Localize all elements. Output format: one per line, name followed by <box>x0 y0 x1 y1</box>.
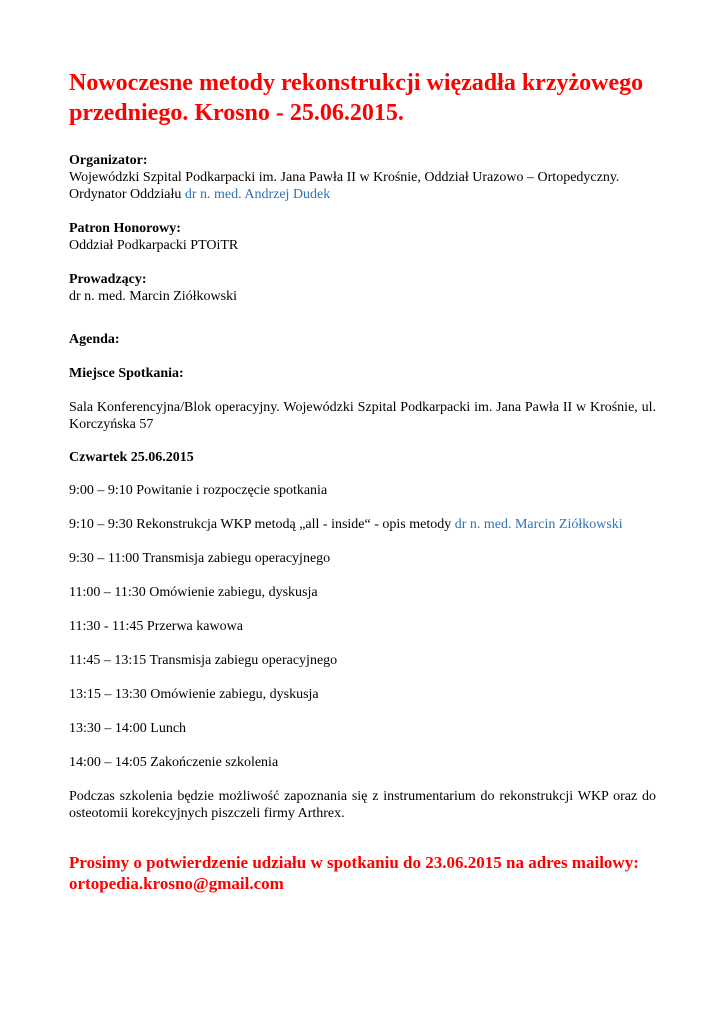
schedule-item <box>69 754 656 771</box>
schedule-item-text: 11:45 – 13:15 Transmisja zabiegu operacyjnego <box>69 653 338 668</box>
document-title <box>69 68 656 128</box>
organizer-line-2 <box>69 186 656 203</box>
title-line-1: Nowoczesne metody rekonstrukcji więzadła krzyżowego <box>69 70 644 96</box>
schedule-item <box>69 516 656 533</box>
schedule-item <box>69 584 656 601</box>
venue-section <box>69 365 656 433</box>
patron-label: Patron Honorowy: <box>69 221 181 236</box>
title-line-2: przedniego. Krosno - 25.06.2015. <box>69 100 404 126</box>
patron-section <box>69 220 656 254</box>
note-section <box>69 788 656 822</box>
organizer-section <box>69 152 656 203</box>
organizer-label: Organizator: <box>69 153 148 168</box>
schedule-item-text: 14:00 – 14:05 Zakończenie szkolenia <box>69 755 279 770</box>
patron-value: Oddział Podkarpacki PTOiTR <box>69 238 239 253</box>
agenda-section <box>69 331 656 348</box>
schedule-item-speaker-link[interactable]: dr n. med. Marcin Ziółkowski <box>454 517 623 532</box>
closing-line-1: Prosimy o potwierdzenie udziału w spotkaniu do 23.06.2015 na adres mailowy: <box>69 853 639 872</box>
schedule-item <box>69 686 656 703</box>
organizer-line-2-prefix: Ordynator Oddziału <box>69 187 185 202</box>
schedule-item-text: 11:30 - 11:45 Przerwa kawowa <box>69 619 243 634</box>
schedule-item-text: 13:30 – 14:00 Lunch <box>69 721 187 736</box>
host-section <box>69 271 656 305</box>
organizer-head-link[interactable]: dr n. med. Andrzej Dudek <box>184 187 331 202</box>
note-text: Podczas szkolenia będzie możliwość zapoznania się z instrumentarium do rekonstrukcji WKP oraz do osteotomii korekcyjnych piszczeli firmy Arthrex. <box>69 789 656 821</box>
schedule-item <box>69 618 656 635</box>
schedule-item-text: 9:10 – 9:30 Rekonstrukcja WKP metodą „all - inside“ - opis metody <box>69 517 455 532</box>
closing-section <box>69 852 656 894</box>
venue-value: Sala Konferencyjna/Blok operacyjny. Wojewódzki Szpital Podkarpacki im. Jana Pawła II w Krośnie, ul. Korczyńska 57 <box>69 400 656 432</box>
agenda-label: Agenda: <box>69 332 120 347</box>
host-value: dr n. med. Marcin Ziółkowski <box>69 289 237 304</box>
organizer-line-1: Wojewódzki Szpital Podkarpacki im. Jana Pawła II w Krośnie, Oddział Urazowo – Ortopedyczny. <box>69 170 620 185</box>
day-section <box>69 449 656 466</box>
schedule-item <box>69 720 656 737</box>
schedule-item <box>69 550 656 567</box>
schedule-list <box>69 482 656 771</box>
schedule-item-text: 11:00 – 11:30 Omówienie zabiegu, dyskusja <box>69 585 318 600</box>
schedule-item-text: 9:00 – 9:10 Powitanie i rozpoczęcie spotkania <box>69 483 328 498</box>
schedule-item <box>69 482 656 499</box>
schedule-item-text: 9:30 – 11:00 Transmisja zabiegu operacyjnego <box>69 551 331 566</box>
venue-label: Miejsce Spotkania: <box>69 366 184 381</box>
closing-email[interactable]: ortopedia.krosno@gmail.com <box>69 874 284 893</box>
schedule-item <box>69 652 656 669</box>
schedule-item-text: 13:15 – 13:30 Omówienie zabiegu, dyskusja <box>69 687 319 702</box>
host-label: Prowadzący: <box>69 272 147 287</box>
day-label: Czwartek 25.06.2015 <box>69 450 194 465</box>
